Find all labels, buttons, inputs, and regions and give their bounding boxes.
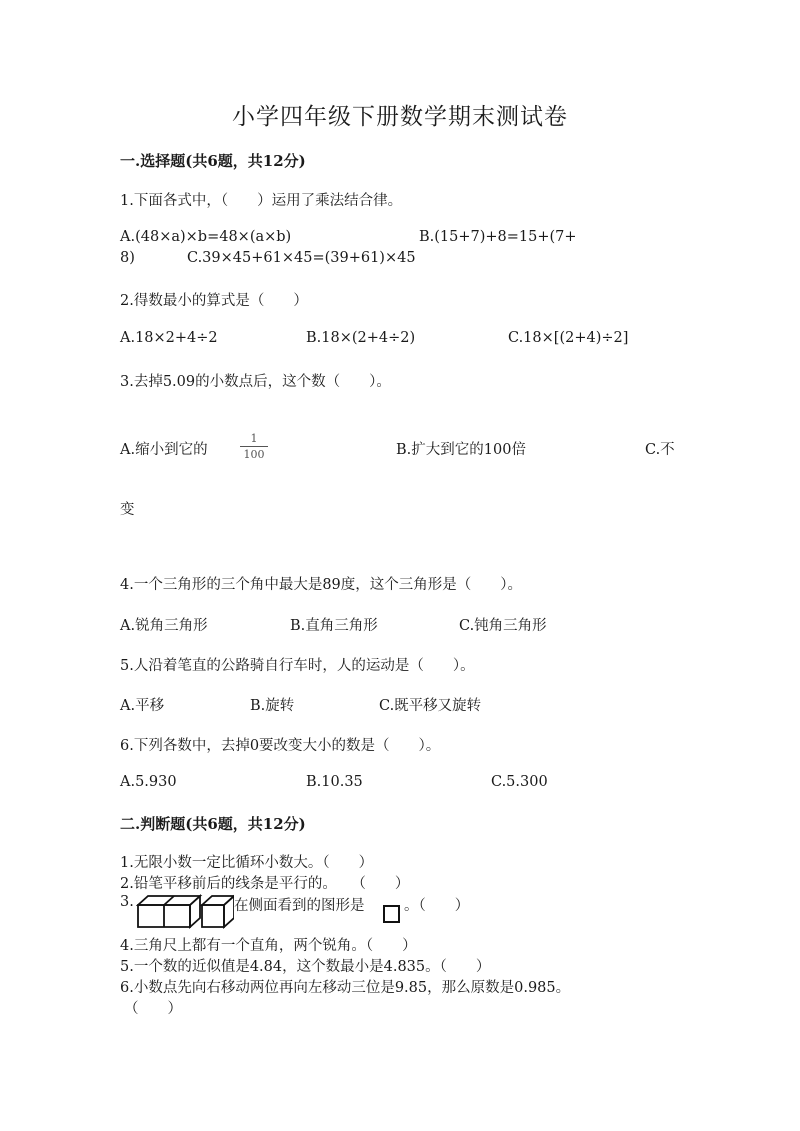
q6-option-c: C.5.300 — [491, 774, 548, 790]
q4-option-c: C.钝角三角形 — [459, 618, 547, 634]
fraction-bar — [240, 446, 268, 447]
q4-stem: 4.一个三角形的三个角中最大是89度，这个三角形是（ ）。 — [120, 577, 523, 593]
q3-stem: 3.去掉5.09的小数点后，这个数（ ）。 — [120, 374, 391, 390]
q4-option-b: B.直角三角形 — [290, 618, 378, 634]
fraction-numerator: 1 — [250, 432, 258, 445]
section-heading-judgement: 二.判断题(共6题，共12分) — [120, 815, 306, 833]
q5-option-b: B.旋转 — [250, 698, 295, 714]
q5-option-c: C.既平移又旋转 — [379, 698, 482, 714]
q2-option-a: A.18×2+4÷2 — [120, 330, 218, 346]
q1-option-b-continued: 8) — [120, 250, 135, 266]
q2-option-c: C.18×[(2+4)÷2] — [508, 330, 629, 346]
q6-option-b: B.10.35 — [306, 774, 363, 790]
q2-option-b: B.18×(2+4÷2) — [306, 330, 416, 346]
judge-item-3-number: 3. — [120, 894, 134, 910]
q6-option-a: A.5.930 — [120, 774, 177, 790]
section-heading-choice: 一.选择题(共6题，共12分) — [120, 152, 306, 170]
judge-item-6: 6.小数点先向右移动两位再向左移动三位是9.85，那么原数是0.985。 — [120, 980, 571, 996]
q5-option-a: A.平移 — [120, 698, 165, 714]
q3-option-b: B.扩大到它的100倍 — [396, 442, 526, 458]
judge-item-4: 4.三角尺上都有一个直角，两个锐角。（ ） — [120, 938, 417, 954]
fraction-one-hundredth — [240, 432, 268, 461]
q3-option-c-continued: 变 — [120, 502, 135, 518]
fraction-denominator: 100 — [243, 448, 265, 461]
q5-stem: 5.人沿着笔直的公路骑自行车时，人的运动是（ ）。 — [120, 658, 475, 674]
judge-item-3-bracket: 。（ ） — [404, 898, 470, 914]
judge-item-6-bracket: （ ） — [124, 1001, 182, 1017]
q1-option-a: A.(48×a)×b=48×(a×b) — [120, 229, 292, 245]
judge-item-5: 5.一个数的近似值是4.84，这个数最小是4.835。（ ） — [120, 959, 491, 975]
q2-stem: 2.得数最小的算式是（ ） — [120, 293, 308, 309]
cube-stack-figure — [136, 893, 234, 929]
q3-option-c: C.不 — [645, 442, 675, 458]
q1-option-c: C.39×45+61×45=(39+61)×45 — [187, 250, 416, 266]
q3-option-a: A.缩小到它的 — [120, 442, 208, 458]
q6-stem: 6.下列各数中，去掉0要改变大小的数是（ ）。 — [120, 738, 441, 754]
square-shape-figure — [383, 905, 400, 923]
judge-item-2: 2.铅笔平移前后的线条是平行的。 （ ） — [120, 876, 410, 892]
judge-item-1: 1.无限小数一定比循环小数大。（ ） — [120, 855, 374, 871]
q1-option-b: B.(15+7)+8=15+(7+ — [419, 229, 577, 245]
q4-option-a: A.锐角三角形 — [120, 618, 208, 634]
page-title: 小学四年级下册数学期末测试卷 — [232, 104, 568, 130]
judge-item-3-text: 在侧面看到的图形是 — [234, 898, 365, 914]
q1-stem: 1.下面各式中，（ ）运用了乘法结合律。 — [120, 193, 403, 209]
